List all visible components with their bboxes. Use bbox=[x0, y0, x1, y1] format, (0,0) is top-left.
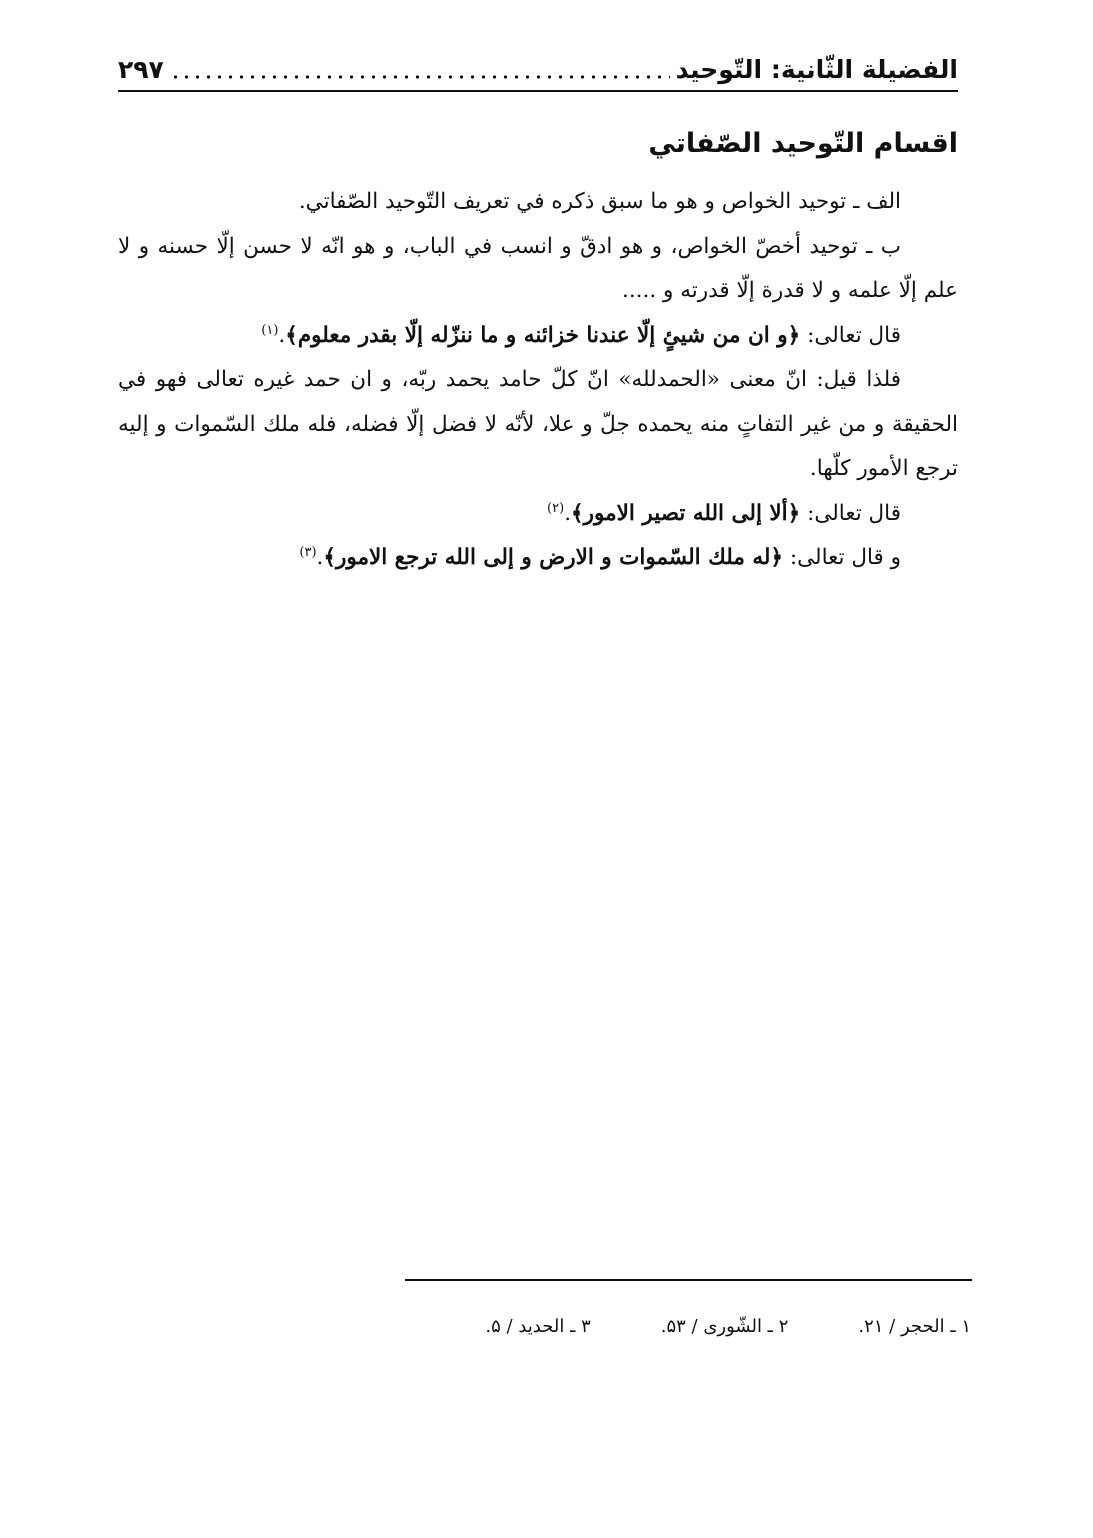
paragraph-2: ب ـ توحيد أخصّ الخواص، و هو ادقّ و انسب في الباب، و هو انّه لا حسن إلّا حسنه و لا علم إلّا علمه و لا قدرة إلّا قدرته و ..... bbox=[118, 233, 958, 303]
footnote-ref: (۳) bbox=[299, 544, 317, 560]
quote-end: . bbox=[278, 322, 286, 348]
running-header bbox=[118, 40, 958, 92]
footnote-2: ۲ ـ الشّورى / ۵۳. bbox=[660, 1316, 789, 1337]
quote-intro: و قال تعالى: bbox=[783, 545, 901, 570]
quote-intro: قال تعالى: bbox=[800, 500, 901, 526]
running-title: الفضيلة الثّانية: التّوحيد bbox=[675, 55, 958, 84]
paragraph-4: فلذا قيل: انّ معنى «الحمدلله» انّ كلّ حامد يحمد ربّه، و ان حمد غيره تعالى فهو في الحقيقة و من غير التفاتٍ منه يحمده جلّ و علا، لأنّه لا فضل إلّا فضله، فله ملك السّموات و إليه ترجع الأمور كلّها. bbox=[118, 367, 958, 481]
quran-quote: ﴿له ملك السّموات و الارض و إلى الله ترجع الامور﴾ bbox=[323, 545, 784, 570]
footnotes bbox=[300, 1316, 971, 1337]
footnote-divider bbox=[405, 1279, 972, 1281]
body-text bbox=[118, 180, 958, 581]
quran-quote: ﴿ألا إلى الله تصير الامور﴾ bbox=[571, 500, 801, 526]
footnote-1: ۱ ـ الحجر / ۲۱. bbox=[858, 1316, 971, 1337]
paragraph-3 bbox=[118, 314, 958, 359]
footnote-ref: (۲) bbox=[547, 500, 565, 516]
paragraph-5 bbox=[118, 492, 958, 537]
quote-intro: قال تعالى: bbox=[800, 322, 901, 348]
quote-end: . bbox=[564, 500, 572, 526]
section-heading: اقسام التّوحيد الصّفاتي bbox=[648, 128, 958, 159]
paragraph-1: الف ـ توحيد الخواص و هو ما سبق ذكره في تعريف التّوحيد الصّفاتي. bbox=[298, 189, 901, 214]
footnote-3: ۳ ـ الحديد / ۵. bbox=[485, 1316, 591, 1337]
quran-quote: ﴿و ان من شيئٍ إلّا عندنا خزائنه و ما ننزّله إلّا بقدر معلوم﴾ bbox=[285, 322, 801, 348]
dot-leader bbox=[170, 54, 670, 80]
page-number: ۲۹۷ bbox=[118, 55, 164, 84]
quote-end: . bbox=[316, 545, 324, 570]
paragraph-6 bbox=[118, 536, 958, 581]
footnote-ref: (۱) bbox=[261, 322, 279, 338]
